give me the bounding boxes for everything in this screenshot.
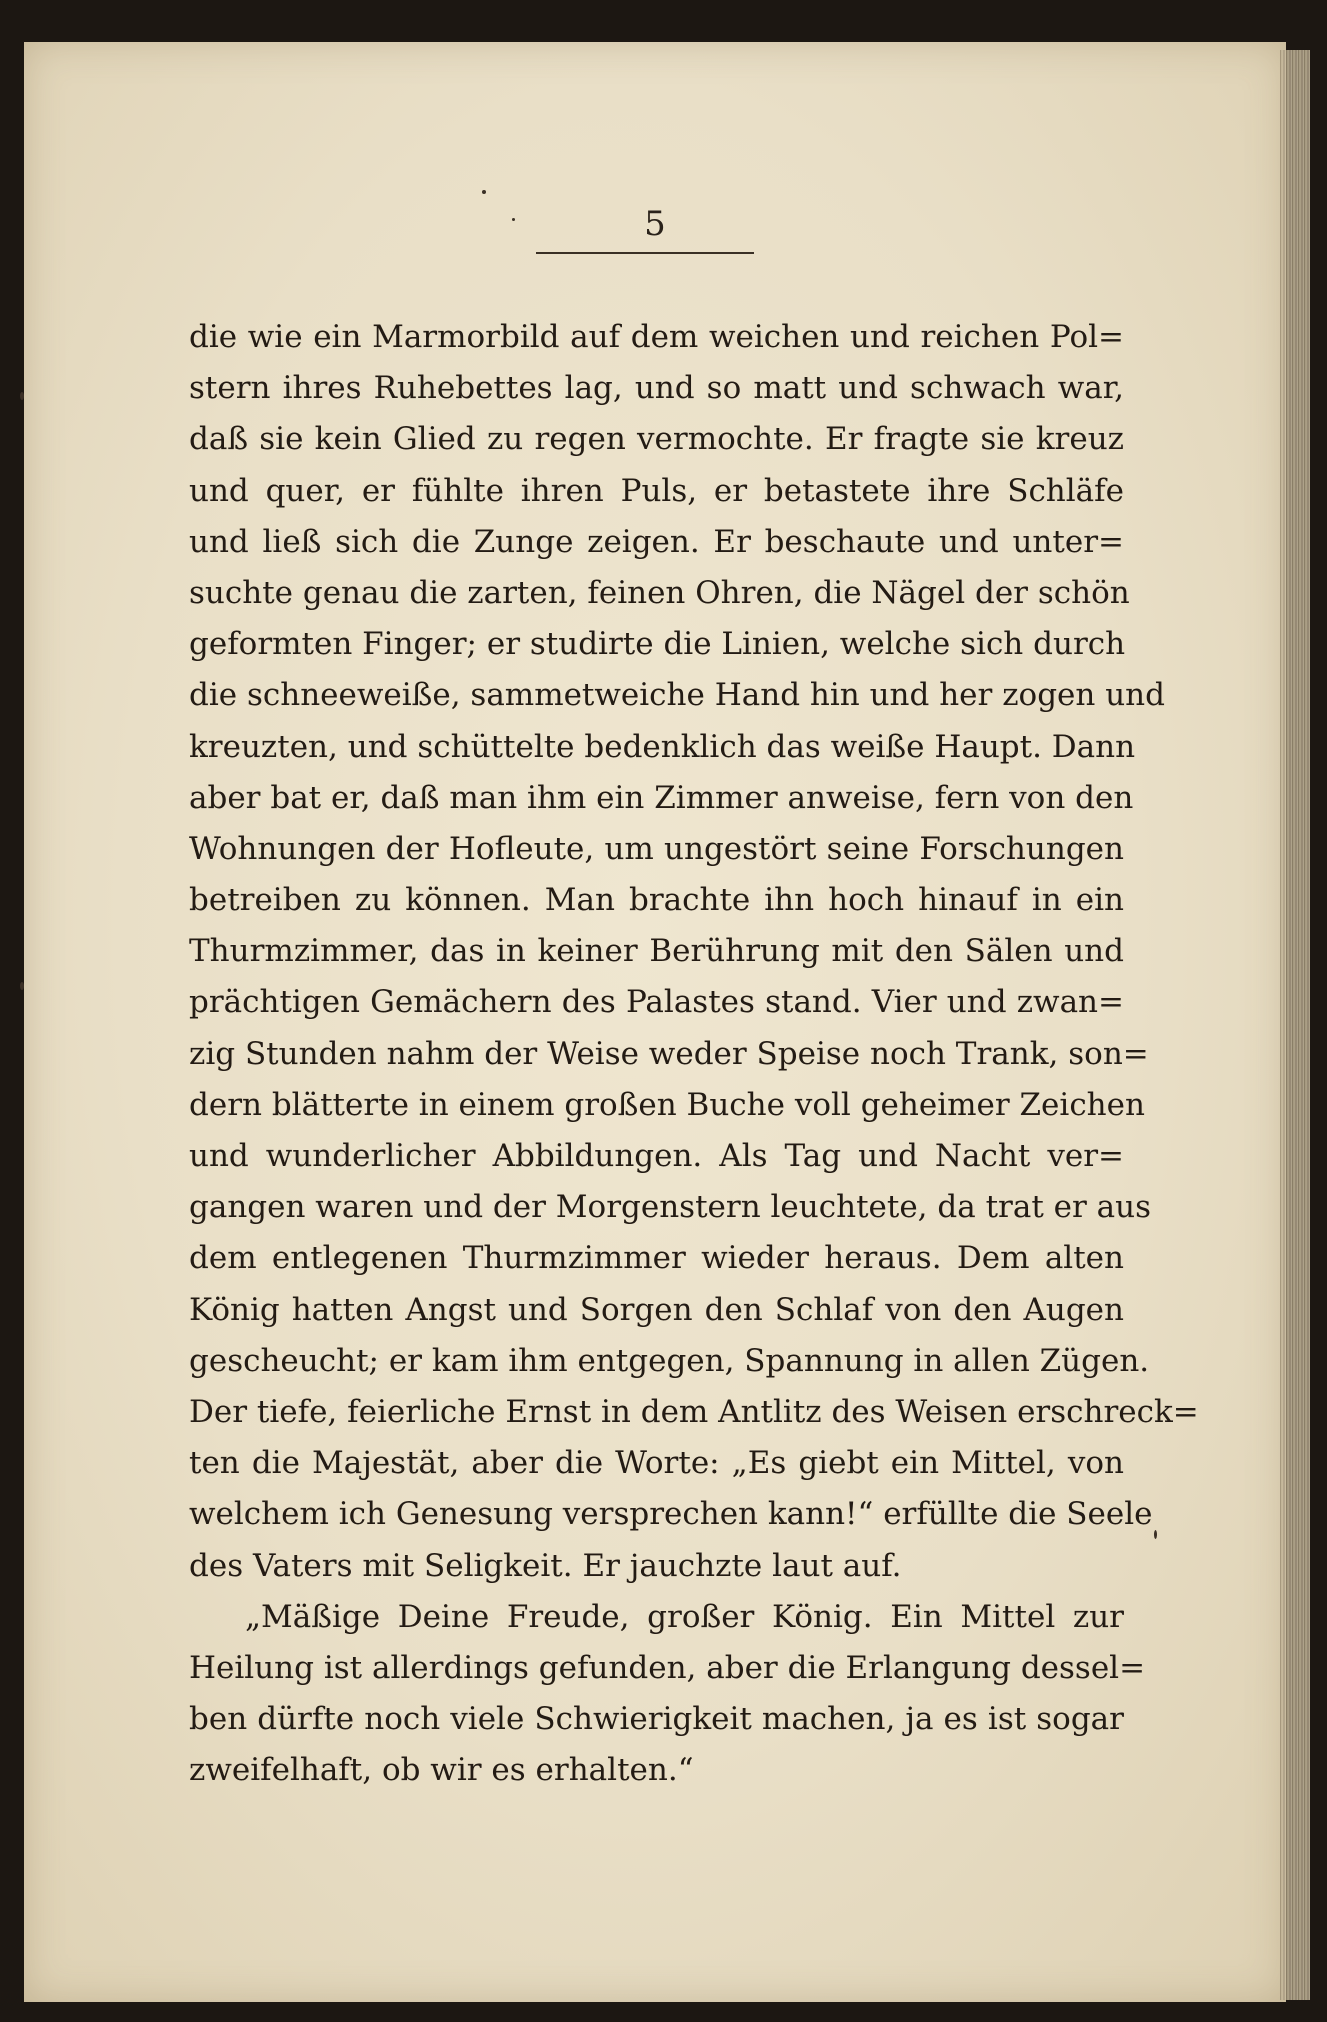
text-line: dem entlegenen Thurmzimmer wieder heraus. Dem alten (189, 1240, 1124, 1277)
text-line: Heilung ist allerdings gefunden, aber die Erlangung dessel= (189, 1649, 1146, 1686)
text-line: und quer, er fühlte ihren Puls, er betastete ihre Schläfe (189, 472, 1124, 509)
text-line: aber bat er, daß man ihm ein Zimmer anweise, fern von den (189, 779, 1134, 816)
paper-speck (20, 392, 24, 400)
text-line: welchem ich Genesung versprechen kann!“ erfüllte die Seele (189, 1496, 1153, 1533)
text-line: Wohnungen der Hofleute, um ungestört seine Forschungen (189, 830, 1124, 867)
text-line: suchte genau die zarten, feinen Ohren, die Nägel der schön (189, 574, 1130, 611)
text-line: kreuzten, und schüttelte bedenklich das weiße Haupt. Dann (189, 728, 1136, 765)
text-line: gangen waren und der Morgenstern leuchtete, da trat er aus (189, 1189, 1152, 1226)
page-sheet (24, 42, 1286, 2002)
text-line: gescheucht; er kam ihm entgegen, Spannung in allen Zügen. (189, 1342, 1150, 1379)
text-line: und ließ sich die Zunge zeigen. Er beschaute und unter= (189, 523, 1124, 560)
text-line: Der tiefe, feierliche Ernst in dem Antlitz des Weisen erschreck= (189, 1393, 1199, 1430)
text-line: prächtigen Gemächern des Palastes stand. Vier und zwan= (189, 984, 1124, 1021)
text-line: zig Stunden nahm der Weise weder Speise noch Trank, son= (189, 1035, 1149, 1072)
text-line: die wie ein Marmorbild auf dem weichen und reichen Pol= (189, 319, 1124, 355)
paper-speck (1154, 1530, 1157, 1539)
page-edges (1280, 50, 1310, 2000)
text-line: Thurmzimmer, das in keiner Berührung mit den Sälen und (189, 933, 1124, 970)
paragraph (189, 312, 1199, 1592)
text-line: daß sie kein Glied zu regen vermochte. Er fragte sie kreuz (189, 421, 1124, 458)
text-line: betreiben zu können. Man brachte ihn hoch hinauf in ein (189, 882, 1124, 919)
paper-speck (20, 982, 24, 990)
text-line: zweifelhaft, ob wir es erhalten.“ (189, 1752, 694, 1789)
text-line: die schneeweiße, sammetweiche Hand hin und her zogen und (189, 677, 1165, 714)
paper-speck (512, 218, 515, 221)
paper-speck (482, 190, 486, 194)
text-line: stern ihres Ruhebettes lag, und so matt und schwach war, (189, 370, 1124, 407)
text-line: ben dürfte noch viele Schwierigkeit machen, ja es ist sogar (189, 1701, 1124, 1738)
body-text (189, 312, 1199, 1796)
page-header (24, 202, 1286, 262)
text-line: des Vaters mit Seligkeit. Er jauchzte laut auf. (189, 1547, 902, 1584)
text-line: dern blätterte in einem großen Buche voll geheimer Zeichen (189, 1086, 1145, 1123)
paragraph (189, 1592, 1146, 1797)
text-line: und wunderlicher Abbildungen. Als Tag und Nacht ver= (189, 1138, 1124, 1174)
header-rule (536, 252, 754, 254)
text-line: geformten Finger; er studirte die Linien, welche sich durch (189, 626, 1126, 663)
page-number: 5 (644, 204, 666, 244)
text-line: König hatten Angst und Sorgen den Schlaf von den Augen (189, 1291, 1124, 1328)
text-line: ten die Majestät, aber die Worte: „Es giebt ein Mittel, von (189, 1445, 1124, 1482)
text-line: „Mäßige Deine Freude, großer König. Ein Mittel zur (245, 1598, 1124, 1635)
